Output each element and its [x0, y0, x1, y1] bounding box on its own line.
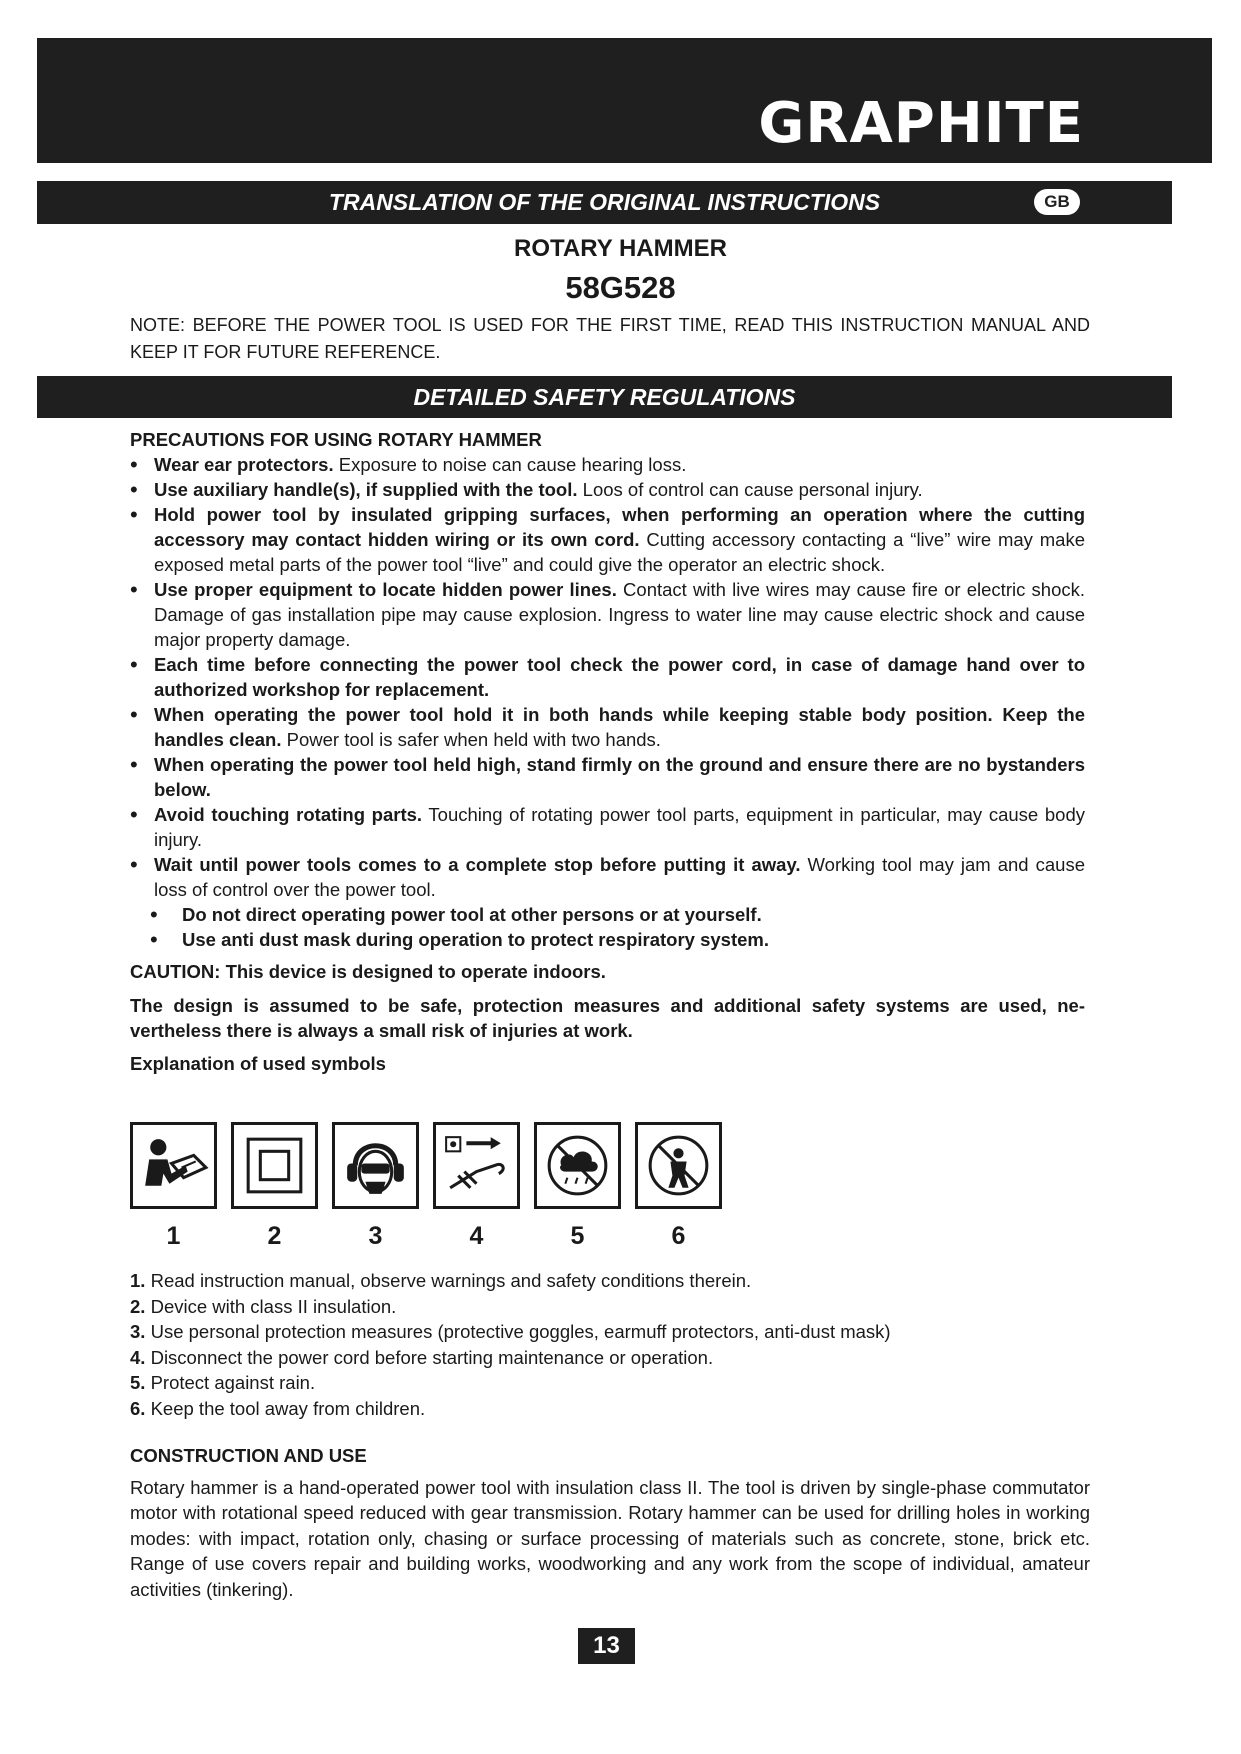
list-item: • Use proper equipment to locate hidden power lines. Contact with live wires may cause fire or electric shock. Damage of gas installation pipe may cause explosion. Ingress to water line may cause electric shock and cause major property damage. [130, 577, 1085, 652]
list-item: • When operating the power tool hold it in both hands while keeping stable body position. Keep the handles clean. Power tool is safer when held with two hands. [130, 702, 1085, 752]
symbol-number: 5 [570, 1222, 585, 1250]
list-item: 1. Read instruction manual, observe warnings and safety conditions therein. [130, 1270, 752, 1291]
class-ii-insulation-icon [231, 1122, 318, 1209]
construction-section [130, 1443, 1090, 1602]
product-model: 58G528 [565, 270, 676, 305]
symbols-row [130, 1122, 750, 1217]
safety-banner [37, 376, 1172, 418]
list-item: • Use auxiliary handle(s), if supplied with the tool. Loos of control can cause personal injury. [130, 477, 1085, 502]
page-number: 13 [578, 1628, 635, 1664]
list-item: • Use anti dust mask during operation to protect respiratory system. [130, 927, 1085, 952]
symbol-number: 1 [166, 1222, 181, 1250]
list-item: 5. Protect against rain. [130, 1372, 316, 1393]
list-item: • Hold power tool by insulated gripping surfaces, when performing an operation where the cutting accessory may contact hidden wiring or its own cord. Cutting accessory contacting a “live” wire may make exposed metal parts of the power tool “live” and could give the operator an electric shock. [130, 502, 1085, 577]
product-name: ROTARY HAMMER [514, 235, 727, 262]
list-item: • Avoid touching rotating parts. Touching of rotating power tool parts, equipment in particular, may cause body injury. [130, 802, 1085, 852]
symbol-number: 3 [368, 1222, 383, 1250]
translation-banner-text: TRANSLATION OF THE ORIGINAL INSTRUCTIONS [328, 189, 881, 215]
symbol-numbers [130, 1222, 770, 1252]
first-use-note: NOTE: BEFORE THE POWER TOOL IS USED FOR THE FIRST TIME, READ THIS INSTRUCTION MANUAL AND KEEP IT FOR FUTURE REFERENCE. [130, 315, 1090, 362]
language-badge: GB [1034, 189, 1080, 215]
list-item: 3. Use personal protection measures (protective goggles, earmuff protectors, anti-dust mask) [130, 1321, 891, 1342]
symbols-heading: Explanation of used symbols [130, 1053, 386, 1074]
list-item: • Each time before connecting the power tool check the power cord, in case of damage hand over to authorized workshop for replacement. [130, 652, 1085, 702]
keep-from-children-icon [635, 1122, 722, 1209]
brand-logo: GRAPHITE [758, 91, 1084, 156]
read-manual-icon [130, 1122, 217, 1209]
precautions-list [130, 452, 1085, 952]
safety-banner-text: DETAILED SAFETY REGULATIONS [413, 384, 796, 410]
list-item: • Wait until power tools comes to a complete stop before putting it away. Working tool may jam and cause loss of control over the power tool. [130, 852, 1085, 902]
symbol-number: 6 [671, 1222, 686, 1250]
construction-heading: CONSTRUCTION AND USE [130, 1445, 367, 1466]
translation-banner [37, 181, 1172, 224]
unplug-icon [433, 1122, 520, 1209]
no-rain-icon [534, 1122, 621, 1209]
list-item: • When operating the power tool held high, stand firmly on the ground and ensure there are no bystanders below. [130, 752, 1085, 802]
header-bar [37, 38, 1212, 163]
caution-text: CAUTION: This device is designed to operate indoors. [130, 961, 606, 982]
list-item: • Wear ear protectors. Exposure to noise can cause hearing loss. [130, 452, 1085, 477]
safety-section [130, 427, 1085, 1076]
list-item: 2. Device with class II insulation. [130, 1295, 397, 1317]
symbol-number: 2 [267, 1222, 282, 1250]
list-item: 6. Keep the tool away from children. [130, 1397, 426, 1419]
symbol-explanations [130, 1268, 1090, 1421]
risk-note: The design is assumed to be safe, protection measures and additional safety systems are used, ne-vertheless there is always a small risk of injuries at work. [130, 995, 1085, 1041]
protective-gear-icon [332, 1122, 419, 1209]
symbol-number: 4 [469, 1222, 484, 1250]
construction-text: Rotary hammer is a hand-operated power tool with insulation class II. The tool is driven by single-phase commutator motor with rotational speed reduced with gear transmission. Rotary hammer can be used for drilling holes in working modes: with impact, rotation only, chasing or surface processing of materials such as concrete, stone, brick etc. Range of use covers repair and building works, woodworking and any work from the scope of individual, amateur activities (tinkering). [130, 1476, 1090, 1600]
precautions-heading: PRECAUTIONS FOR USING ROTARY HAMMER [130, 429, 542, 450]
list-item: • Do not direct operating power tool at other persons or at yourself. [130, 902, 1085, 927]
list-item: 4. Disconnect the power cord before starting maintenance or operation. [130, 1346, 714, 1368]
